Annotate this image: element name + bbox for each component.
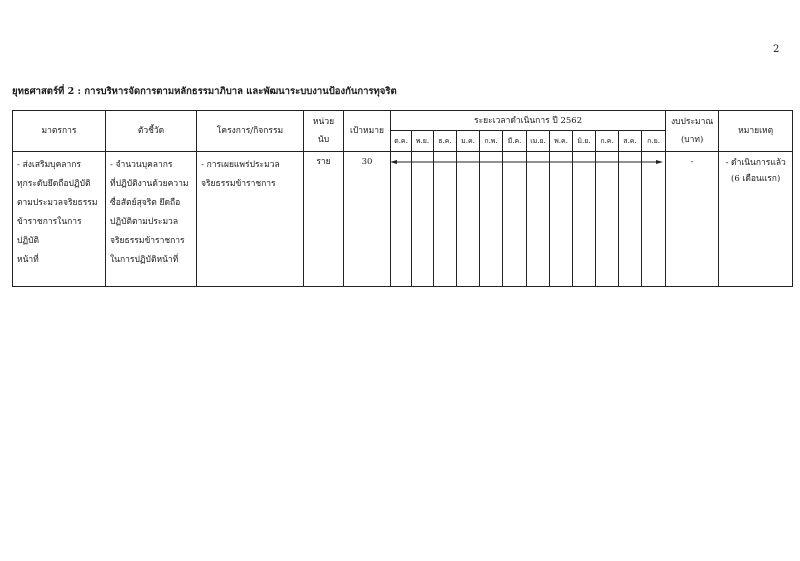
month-header: เม.ย. [527, 131, 550, 152]
month-cell [527, 152, 550, 287]
budget-cell [666, 152, 719, 287]
indicator-line: ปฏิบัติตามประมวล [110, 217, 179, 227]
indicator-line: ที่ปฏิบัติงานด้วยความ [110, 179, 189, 189]
indicator-line: ในการปฏิบัติหน้าที่ [110, 255, 179, 265]
header-budget-line2: (บาท) [680, 135, 704, 145]
plan-table [12, 110, 793, 287]
month-header: มิ.ย. [573, 131, 596, 152]
header-measure: มาตรการ [13, 111, 106, 152]
month-cell [573, 152, 596, 287]
indicator-line: จริยธรรมข้าราชการ [110, 236, 185, 246]
project-line: - การเผยแพร่ประมวล [201, 160, 280, 170]
timeline-arrow [390, 160, 663, 164]
target-cell [344, 152, 391, 287]
month-cell [457, 152, 480, 287]
month-cell [503, 152, 527, 287]
target-value: 30 [361, 157, 373, 167]
project-cell [197, 152, 304, 287]
measure-line: ทุกระดับยึดถือปฏิบัติ [17, 179, 91, 189]
budget-value: - [690, 157, 694, 167]
strategy-title: ยุทธศาสตร์ที่ 2 : การบริหารจัดการตามหลักธรรมาภิบาล และพัฒนาระบบงานป้องกันการทุจริต [12, 86, 397, 97]
header-unit-line1: หน่วย [312, 117, 335, 127]
month-header: พ.ค. [550, 131, 573, 152]
month-header: มี.ค. [503, 131, 527, 152]
month-cell [619, 152, 642, 287]
measure-cell [13, 152, 106, 287]
unit-value: ราย [316, 157, 331, 167]
month-header: ก.ย. [642, 131, 666, 152]
month-header: ก.พ. [480, 131, 503, 152]
page-number: 2 [773, 44, 780, 55]
month-cell [434, 152, 457, 287]
header-budget-line1: งบประมาณ [670, 117, 714, 127]
header-unit [304, 111, 344, 152]
month-cell [391, 152, 412, 287]
remark-cell [719, 152, 793, 287]
month-header: ก.ค. [596, 131, 619, 152]
month-header: ม.ค. [457, 131, 480, 152]
month-header: พ.ย. [412, 131, 434, 152]
indicator-line: ซื่อสัตย์สุจริต ยึดถือ [110, 198, 181, 208]
remark-line2: (6 เดือนแรก) [731, 174, 781, 184]
indicator-line: - จำนวนบุคลากร [110, 160, 173, 170]
measure-line: หน้าที่ [17, 255, 39, 265]
header-remark: หมายเหตุ [719, 111, 793, 152]
arrow-left-icon [390, 160, 397, 164]
header-budget [666, 111, 719, 152]
indicator-cell [106, 152, 197, 287]
month-header: ธ.ค. [434, 131, 457, 152]
header-period: ระยะเวลาดำเนินการ ปี 2562 [391, 111, 666, 131]
month-cell [596, 152, 619, 287]
header-unit-line2: นับ [317, 135, 330, 145]
header-project: โครงการ/กิจกรรม [197, 111, 304, 152]
remark-line1: - ดำเนินการแล้ว [725, 158, 786, 168]
month-cell [642, 152, 666, 287]
project-line: จริยธรรมข้าราชการ [201, 179, 276, 189]
table-row [13, 152, 793, 287]
month-cell [480, 152, 503, 287]
arrow-right-icon [656, 160, 663, 164]
measure-line: ข้าราชการในการปฏิบัติ [17, 217, 82, 246]
month-cell [550, 152, 573, 287]
month-cell [412, 152, 434, 287]
month-header: ต.ค. [391, 131, 412, 152]
measure-line: ตามประมวลจริยธรรม [17, 198, 98, 208]
header-target: เป้าหมาย [344, 111, 391, 152]
header-indicator: ตัวชี้วัด [106, 111, 197, 152]
measure-line: - ส่งเสริมบุคลากร [17, 160, 81, 170]
unit-cell [304, 152, 344, 287]
month-header: ส.ค. [619, 131, 642, 152]
